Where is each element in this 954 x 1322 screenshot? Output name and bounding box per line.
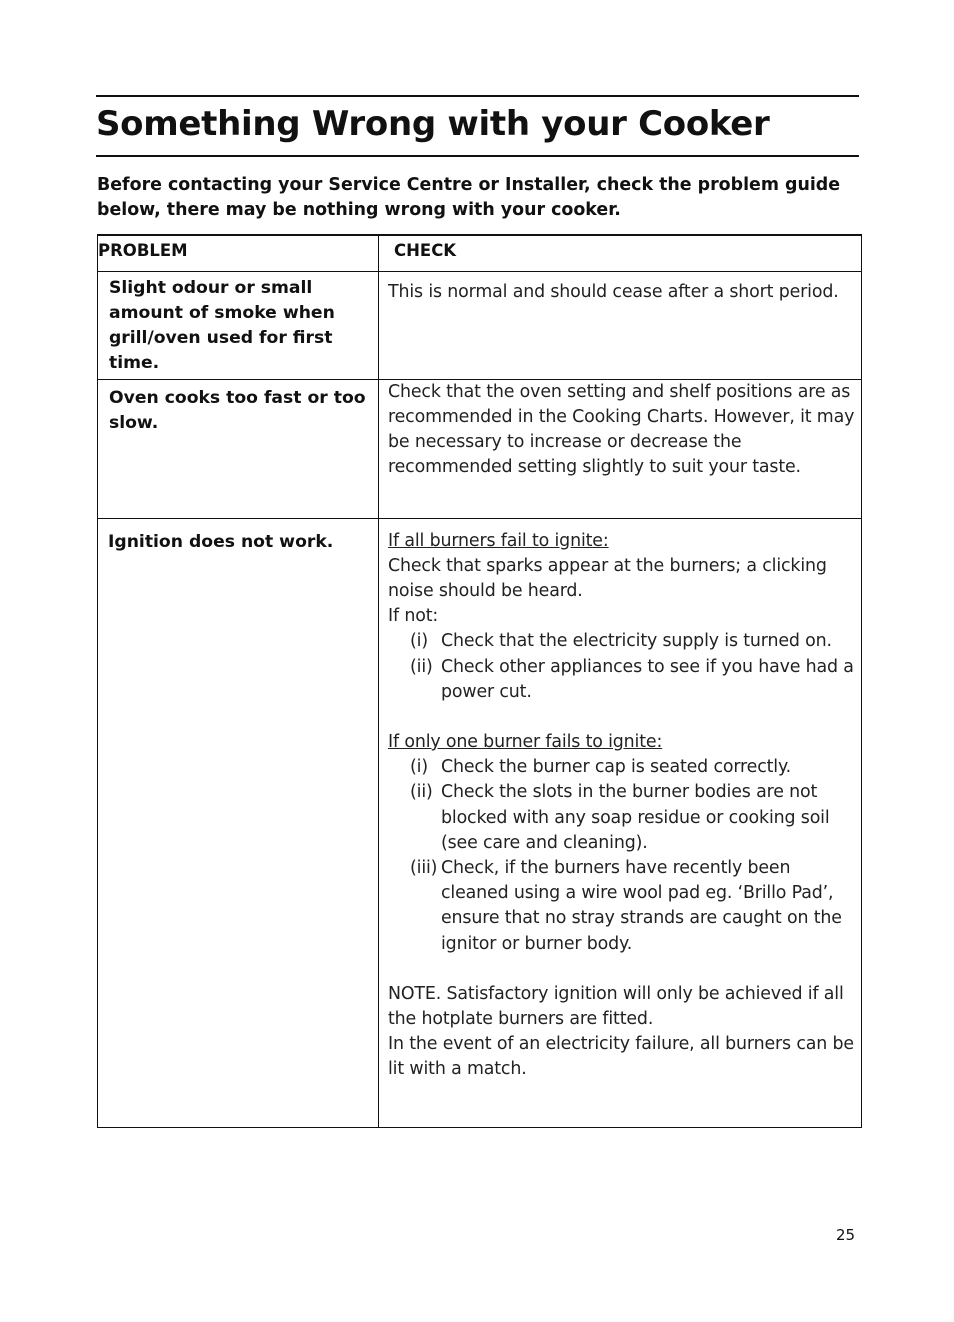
list-item xyxy=(410,780,859,856)
item-text: Check the burner cap is seated correctly. xyxy=(441,757,792,778)
electricity-failure-note: In the event of an electricity failure, all burners can be lit with a match. xyxy=(388,1034,854,1080)
all-burners-text: Check that sparks appear at the burners; a clicking noise should be heard. xyxy=(388,555,827,601)
item-text: Check the slots in the burner bodies are not blocked with any soap residue or cooking soil (see care and cleaning). xyxy=(441,782,830,853)
table-row xyxy=(98,379,862,518)
list-item xyxy=(410,755,859,780)
one-burner-checklist xyxy=(388,755,859,957)
item-number: (ii) xyxy=(410,782,433,803)
problem-cell: Ignition does not work. xyxy=(98,518,379,1127)
ignition-note: NOTE. Satisfactory ignition will only be achieved if all the hotplate burners are fitted. xyxy=(388,983,844,1029)
list-item xyxy=(410,629,859,654)
header-check: CHECK xyxy=(379,235,862,271)
intro-text: Before contacting your Service Centre or Installer, check the problem guide below, there may be nothing wrong with your cooker. xyxy=(97,175,841,221)
item-number: (i) xyxy=(410,631,428,652)
all-burners-heading: If all burners fail to ignite: xyxy=(388,530,609,551)
problem-cell: Slight odour or small amount of smoke when grill/oven used for first time. xyxy=(98,271,379,379)
item-number: (i) xyxy=(410,757,428,778)
page-number: 25 xyxy=(836,1226,856,1244)
item-number: (iii) xyxy=(410,857,438,878)
item-text: Check, if the burners have recently been cleaned using a wire wool pad eg. ‘Brillo Pad’, ensure that no stray strands are caught on the ignitor or burner body. xyxy=(441,857,842,954)
list-item xyxy=(410,655,859,705)
all-burners-checklist xyxy=(388,629,859,705)
problem-guide-table xyxy=(97,234,862,1128)
list-item xyxy=(410,856,859,957)
item-text: Check that the electricity supply is turned on. xyxy=(441,631,832,652)
check-cell xyxy=(379,518,862,1127)
one-burner-heading: If only one burner fails to ignite: xyxy=(388,731,663,752)
table-header-row xyxy=(98,235,862,271)
title-bottom-rule xyxy=(96,155,859,157)
table-row xyxy=(98,518,862,1127)
if-not-text: If not: xyxy=(388,606,439,627)
table-row xyxy=(98,271,862,379)
page-title: Something Wrong with your Cooker xyxy=(96,104,770,144)
check-cell: This is normal and should cease after a short period. xyxy=(379,271,862,379)
problem-cell: Oven cooks too fast or too slow. xyxy=(98,379,379,518)
check-cell: Check that the oven setting and shelf positions are as recommended in the Cooking Charts. However, it may be necessary to increase or decrease the recommended setting slightly to suit your taste. xyxy=(379,379,862,518)
title-top-rule xyxy=(96,95,859,97)
item-number: (ii) xyxy=(410,656,433,677)
item-text: Check other appliances to see if you have had a power cut. xyxy=(441,656,854,702)
header-problem: PROBLEM xyxy=(98,235,379,271)
